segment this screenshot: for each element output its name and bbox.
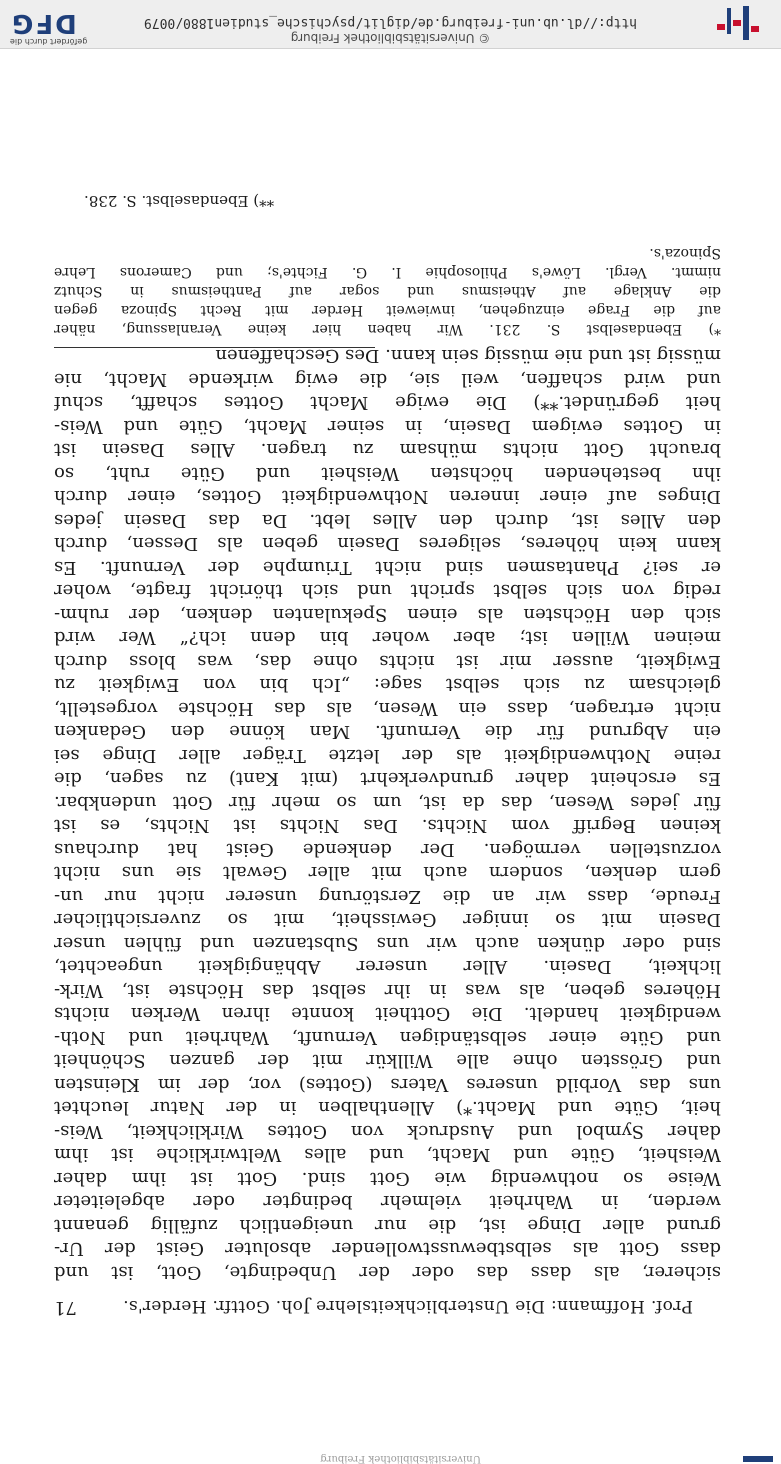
body-line: gleichsam zu sich selbst sage: „Ich bin von Ewigkeit zu (54, 674, 721, 696)
body-line: müssig ist und nie müssig sein kann. Des Geschaffenen (215, 345, 721, 367)
body-line: sind oder dünken auch wir uns Substanzen und fühlen unser (54, 933, 721, 954)
body-line: meinen Willen ist; aber woher bin denn ich?“ Wer wird (54, 627, 721, 649)
body-line: Höheres geben, als was in ihr selbst das Höchste ist, Wirk- (54, 980, 721, 1001)
body-line: lichkeit, Dasein. Aller unserer Abhängigkeit ungeachtet, (54, 956, 721, 978)
body-line: wendigkeit handelt. Die Gottheit konnte ihren Werken nichts (54, 1003, 721, 1025)
body-line: dass Gott als selbstbewusstwollender absoluter Geist der Ur- (54, 1238, 721, 1260)
body-line: daher Symbol und Ausdruck von Gottes Wirklichkeit, Weis- (54, 1121, 721, 1142)
footnotes (54, 243, 721, 338)
cut-off-text: Universitätsbibliothek Freiburg (320, 1453, 481, 1464)
body-line: uns das Vorbild unseres Vaters (Gottes) vor, der im Kleinsten (54, 1074, 721, 1095)
body-line: und Güte einer selbständigen Vernunft, Wahrheit und Noth- (54, 1027, 721, 1048)
page-number: 71 (54, 1297, 77, 1318)
library-credit: © Universitätsbibliothek Freiburg (290, 31, 491, 45)
body-line: reine Nothwendigkeit als der letzte Träger aller Dinge sei (54, 745, 721, 766)
footnote-divider (54, 347, 375, 348)
body-line: und Grössten ohne alle Willkür mit der ganzen Schönheit (54, 1050, 721, 1072)
footnote-line: die Anklage auf Atheismus und sogar auf Pantheismus in Schutz (54, 283, 721, 299)
body-line: nicht ertragen, dass ein Wesen, als das Höchste vorgestellt, (54, 698, 721, 719)
footnote-line: auf die Frage einzugehen, inwieweit Herder mit Recht Spinoza gegen (54, 302, 721, 318)
dfg-logo-text: DFG (10, 8, 77, 38)
body-line: sicherer, als dass das oder der Unbedingte, Gott, ist und (54, 1262, 721, 1283)
footnote-line: Spinoza's. (649, 245, 721, 261)
body-line: keinen Begriff vom Nichts. Das Nichts ist Nichts, es ist (54, 815, 721, 837)
footnote-line: nimmt. Vergl. Löwe's Philosophie I. G. Fichte's; und Camerons Lehre (54, 264, 721, 280)
body-line: braucht Gott nichts mühsam zu tragen. Alles Dasein ist (54, 439, 721, 461)
body-line: werden, in Wahrheit vielmehr bedingter oder abgeleiteter (54, 1191, 721, 1213)
body-line: Freude, dass wir an die Zerstörung unserer nicht nur un- (54, 886, 721, 907)
body-line: Dinges auf einer inneren Nothwendigkeit Gottes, einer durch (54, 486, 721, 508)
corner-color-mark (743, 1456, 773, 1462)
body-line: Weisheit, Güte und Macht, und alles Weltwirkliche ist ihm (54, 1144, 721, 1166)
body-line: redig von sich selbst spricht und sich thöricht fragte, woher (54, 580, 721, 602)
body-line: den Alles ist, durch den Alles lebt. Da das Dasein jedes (54, 510, 721, 531)
body-text (54, 344, 721, 1284)
scan-footer-strip (0, 0, 781, 49)
body-line: heit gegründet.**) Die ewige Macht Gottes schafft, schuf (54, 392, 721, 414)
permalink[interactable]: http://dl.ub.uni-freiburg.de/diglit/psychische_studien1880/0079 (143, 15, 638, 30)
footnote-second: **) Ebendaselbst. S. 238. (84, 192, 275, 210)
body-line: ein Abgrund für die Vernunft. Man könne den Gedanken (54, 721, 721, 743)
body-line: kann kein höheres, seligeres Dasein geben als Dessen, durch (54, 533, 721, 555)
body-line: gern denken, sondern auch mit aller Gewalt sie uns nicht (54, 862, 721, 884)
body-line: ihn bestehenden höchsten Weisheit und Güte ruht, so (54, 463, 721, 484)
body-line: vorzustellen vermögen. Der denkende Geist hat durchaus (54, 839, 721, 860)
dfg-logo (10, 9, 87, 46)
body-line: grund aller Dinge ist, die nur uneigentlich zufällig genannt (54, 1215, 721, 1236)
body-line: Ewigkeit, ausser mir ist nichts ohne das, was bloss durch (54, 651, 721, 672)
body-line: Dasein mit so inniger Gewissheit, mit so zuversichtlicher (54, 909, 721, 931)
running-head: Prof. Hoffmann: Die Unsterblichkeitslehre Joh. Gottfr. Herder's. (122, 1296, 693, 1316)
body-line: sich den Höchsten als einen Spekulanten denken, der ruhm- (54, 604, 721, 625)
body-line: für jedes Wesen, das da ist, um so mehr für Gott undenkbar. (54, 792, 721, 813)
body-line: heit, Güte und Macht.*) Allenthalben in der Natur leuchtet (54, 1097, 721, 1119)
body-line: er sei? Phantasmen sind nicht Triumphe der Vernunft. Es (54, 557, 721, 578)
dfg-caption: gefördert durch die (10, 37, 88, 46)
body-line: Weise so nothwendig wie Gott sind. Gott ist ihm daher (54, 1168, 721, 1189)
body-line: in Gottes ewigem Dasein, in seiner Macht, Güte und Weis- (54, 416, 721, 437)
body-line: Es erscheint daher grundverkehrt (mit Kant) zu sagen, die (54, 768, 721, 790)
footnote-line: *) Ebendaselbst S. 231. Wir haben hier keine Veranlassung, näher (54, 321, 721, 337)
body-line: und wird schaffen, weil sie, die ewig wirkende Macht, nie (54, 369, 721, 390)
